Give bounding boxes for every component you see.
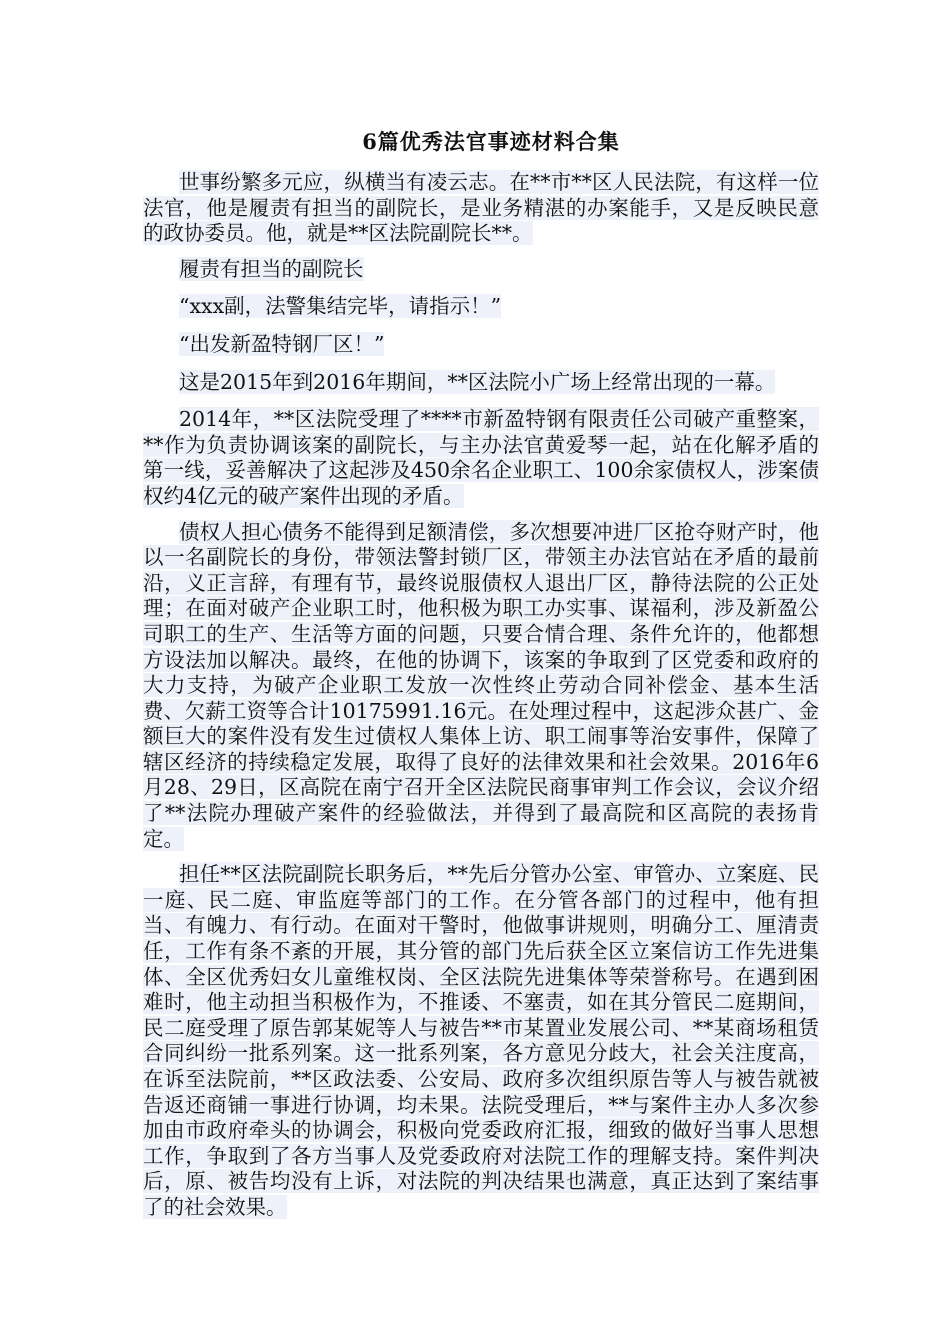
paragraph-text: 2014年，**区法院受理了****市新盈特钢有限责任公司破产重整案，**作为负责协调该案的副院长，与主办法官黄爱琴一起，站在化解矛盾的第一线，妥善解决了这起涉及450余名企业职工、100余家债权人，涉案债权约4亿元的破产案件出现的矛盾。	[143, 407, 819, 508]
paragraph-text: 债权人担心债务不能得到足额清偿，多次想要冲进厂区抢夺财产时，他以一名副院长的身份，带领法警封锁厂区，带领主办法官站在矛盾的最前沿，义正言辞，有理有节，最终说服债权人退出厂区，静待法院的公正处理；在面对破产企业职工时，他积极为职工办实事、谋福利，涉及新盈公司职工的生产、生活等方面的问题，只要合情合理、条件允许的，他都想方设法加以解决。最终，在他的协调下，该案的争取到了区党委和政府的大力支持，为破产企业职工发放一次性终止劳动合同补偿金、基本生活费、欠薪工资等合计10175991.16元。在处理过程中，这起涉众甚广、金额巨大的案件没有发生过债权人集体上访、职工闹事等治安事件，保障了辖区经济的持续稳定发展，取得了良好的法律效果和社会效果。2016年6月28、29日，区高院在南宁召开全区法院民商事审判工作会议，会议介绍了**法院办理破产案件的经验做法，并得到了最高院和区高院的表扬肯定。	[143, 519, 819, 851]
section-heading	[143, 257, 819, 283]
document-title: 6篇优秀法官事迹材料合集	[362, 129, 620, 154]
paragraph-text: “出发新盈特钢厂区！”	[179, 331, 385, 356]
paragraph-text: “xxx副，法警集结完毕，请指示！”	[179, 294, 502, 319]
paragraph	[143, 862, 819, 1220]
paragraph-quote	[143, 332, 819, 358]
paragraph-text: 担任**区法院副院长职务后，**先后分管办公室、审管办、立案庭、民一庭、民二庭、审监庭等部门的工作。在分管各部门的过程中，他有担当、有魄力、有行动。在面对干警时，他做事讲规则，明确分工、厘清责任，工作有条不紊的开展，其分管的部门先后获全区立案信访工作先进集体、全区优秀妇女儿童维权岗、全区法院先进集体等荣誉称号。在遇到困难时，他主动担当积极作为，不推诿、不塞责，如在其分管民二庭期间，民二庭受理了原告郭某妮等人与被告**市某置业发展公司、**某商场租赁合同纠纷一批系列案。这一批系列案，各方意见分歧大，社会关注度高，在诉至法院前，**区政法委、公安局、政府多次组织原告等人与被告就被告返还商铺一事进行协调，均未果。法院受理后，**与案件主办人多次参加由市政府牵头的协调会，积极向党委政府汇报，细致的做好当事人思想工作，争取到了各方当事人及党委政府对法院工作的理解支持。案件判决后，原、被告均没有上诉，对法院的判决结果也满意，真正达到了案结事了的社会效果。	[143, 862, 819, 1219]
paragraph-quote	[143, 294, 819, 320]
paragraph-text: 履责有担当的副院长	[179, 256, 364, 281]
paragraph-intro	[143, 170, 819, 247]
paragraph	[143, 520, 819, 853]
paragraph-text: 世事纷繁多元应，纵横当有凌云志。在**市**区人民法院，有这样一位法官，他是履责有担当的副院长，是业务精湛的办案能手，又是反映民意的政协委员。他，就是**区法院副院长**。	[143, 170, 819, 246]
document-body	[143, 170, 819, 1231]
paragraph-text: 这是2015年到2016年期间，**区法院小广场上经常出现的一幕。	[179, 369, 776, 394]
paragraph	[143, 407, 819, 509]
paragraph	[143, 370, 819, 396]
